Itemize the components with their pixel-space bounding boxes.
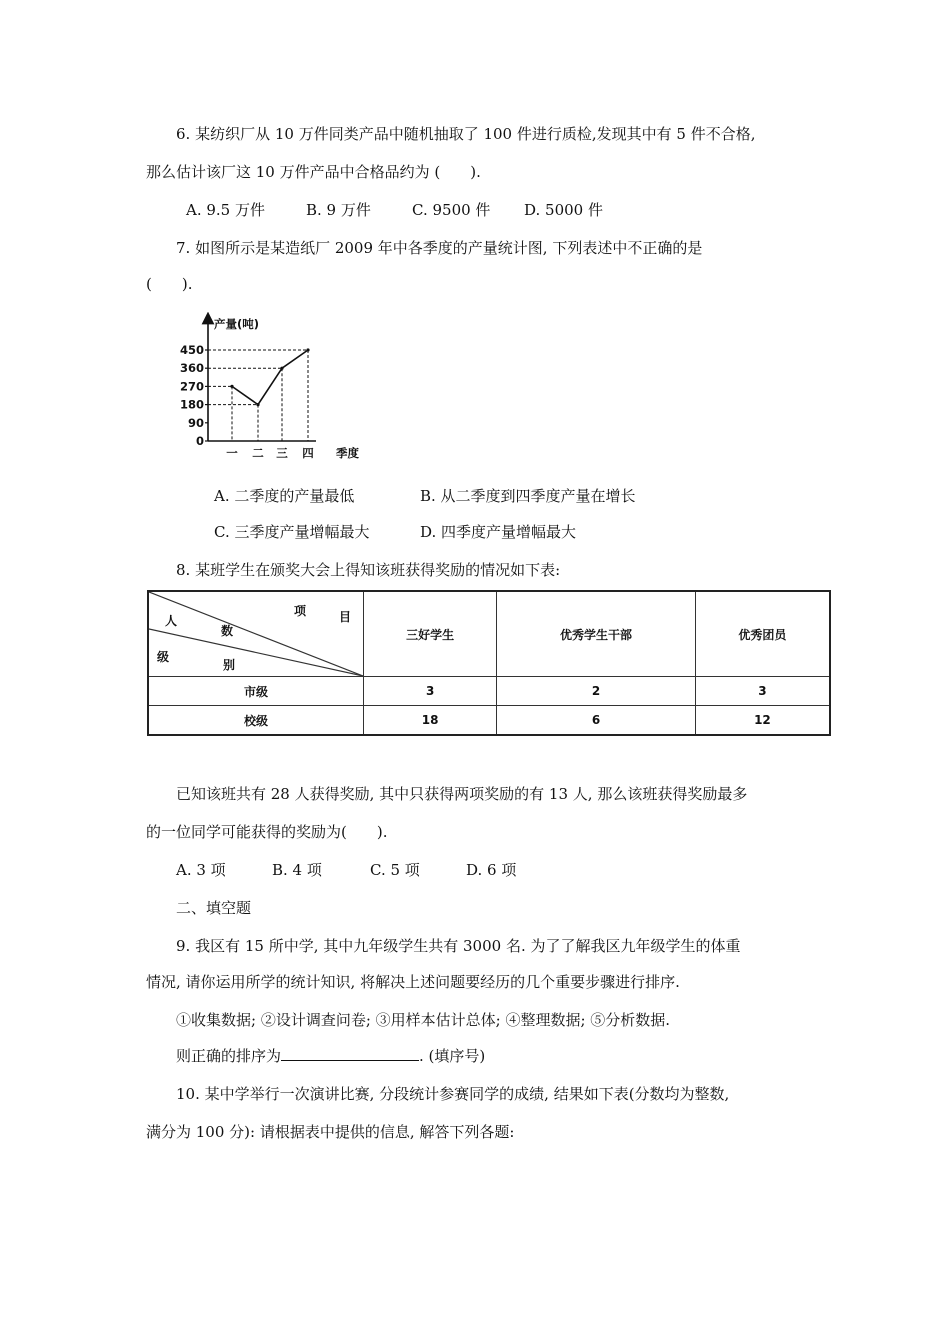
- y-tick-label: 270: [179, 379, 204, 394]
- table-row: [148, 677, 830, 706]
- q6-option-a: A. 9.5 万件: [186, 201, 265, 219]
- data-point: [256, 403, 259, 406]
- corner-label-top1: 项: [294, 604, 307, 618]
- q8-line2: 已知该班共有 28 人获得奖励, 其中只获得两项奖励的有 13 人, 那么该班获得奖励最多: [176, 785, 748, 803]
- chart-axes: [208, 318, 316, 441]
- table-row: [148, 706, 830, 736]
- q10-line1: 10. 某中学举行一次演讲比赛, 分段统计参赛同学的成绩, 结果如下表(分数均为整数,: [176, 1085, 730, 1103]
- column-header: 优秀团员: [695, 591, 830, 677]
- table-cell: 12: [695, 706, 830, 736]
- q9-line4-suffix: . (填序号): [419, 1047, 486, 1065]
- series-line: [232, 350, 308, 405]
- q7-line2: ( ).: [146, 275, 193, 293]
- q8-option-b: B. 4 项: [272, 861, 322, 879]
- x-tick-label: 一: [226, 446, 238, 460]
- y-tick-label: 450: [179, 343, 204, 357]
- x-axis-label: 季度: [336, 446, 359, 460]
- data-point: [230, 385, 233, 388]
- corner-label-bot1: 级: [157, 650, 170, 664]
- q9-line4: [176, 1046, 485, 1066]
- q7-option-c: C. 三季度产量增幅最大: [214, 523, 370, 541]
- award-table: [147, 590, 831, 736]
- row-label: 市级: [148, 677, 364, 706]
- y-tick-label: 90: [187, 415, 204, 430]
- x-tick-label: 四: [302, 446, 314, 460]
- corner-label-bot2: 别: [223, 658, 236, 672]
- answer-blank[interactable]: [281, 1046, 419, 1061]
- corner-diagonals: [149, 592, 363, 676]
- table-cell: 6: [497, 706, 696, 736]
- table-corner-cell: [148, 591, 364, 677]
- q8-line3: 的一位同学可能获得的奖励为( ).: [146, 823, 388, 841]
- table-cell: 2: [497, 677, 696, 706]
- production-line-chart: [176, 312, 376, 464]
- data-point: [306, 348, 309, 351]
- table-cell: 18: [364, 706, 497, 736]
- y-tick-label: 0: [195, 434, 204, 448]
- q9-line3: ①收集数据; ②设计调查问卷; ③用样本估计总体; ④整理数据; ⑤分析数据.: [176, 1011, 671, 1029]
- corner-label-mid2: 数: [221, 624, 234, 638]
- q8-option-d: D. 6 项: [466, 861, 517, 879]
- q8-line1: 8. 某班学生在颁奖大会上得知该班获得奖励的情况如下表:: [176, 561, 561, 579]
- corner-label-mid1: 人: [165, 614, 178, 628]
- q10-line2: 满分为 100 分): 请根据表中提供的信息, 解答下列各题:: [146, 1123, 515, 1141]
- table-cell: 3: [364, 677, 497, 706]
- q8-option-c: C. 5 项: [370, 861, 420, 879]
- q6-option-b: B. 9 万件: [306, 201, 371, 219]
- column-header: 三好学生: [364, 591, 497, 677]
- table-header-row: [148, 591, 830, 677]
- q7-option-d: D. 四季度产量增幅最大: [420, 523, 577, 541]
- table-cell: 3: [695, 677, 830, 706]
- x-tick-label: 二: [252, 446, 264, 460]
- q6-line2: 那么估计该厂这 10 万件产品中合格品约为 ( ).: [146, 163, 481, 181]
- q7-option-a: A. 二季度的产量最低: [214, 487, 355, 505]
- y-axis-label: 产量(吨): [214, 317, 260, 331]
- q7-option-b: B. 从二季度到四季度产量在增长: [420, 487, 636, 505]
- q8-option-a: A. 3 项: [176, 861, 226, 879]
- data-point: [280, 367, 283, 370]
- q7-line1: 7. 如图所示是某造纸厂 2009 年中各季度的产量统计图, 下列表述中不正确的是: [176, 239, 703, 257]
- q6-option-d: D. 5000 件: [524, 201, 603, 219]
- q9-line2: 情况, 请你运用所学的统计知识, 将解决上述问题要经历的几个重要步骤进行排序.: [146, 973, 680, 991]
- q9-line1: 9. 我区有 15 所中学, 其中九年级学生共有 3000 名. 为了了解我区九年级学生的体重: [176, 937, 741, 955]
- y-tick-label: 180: [179, 397, 204, 412]
- section-title: 二、填空题: [176, 899, 252, 917]
- q6-option-c: C. 9500 件: [412, 201, 491, 219]
- x-tick-label: 三: [276, 446, 288, 460]
- q9-line4-prefix: 则正确的排序为: [176, 1047, 282, 1065]
- corner-label-top2: 目: [339, 610, 352, 624]
- q6-line1: 6. 某纺织厂从 10 万件同类产品中随机抽取了 100 件进行质检,发现其中有 5 件不合格,: [176, 125, 756, 143]
- row-label: 校级: [148, 706, 364, 736]
- y-tick-label: 360: [179, 361, 204, 376]
- column-header: 优秀学生干部: [497, 591, 696, 677]
